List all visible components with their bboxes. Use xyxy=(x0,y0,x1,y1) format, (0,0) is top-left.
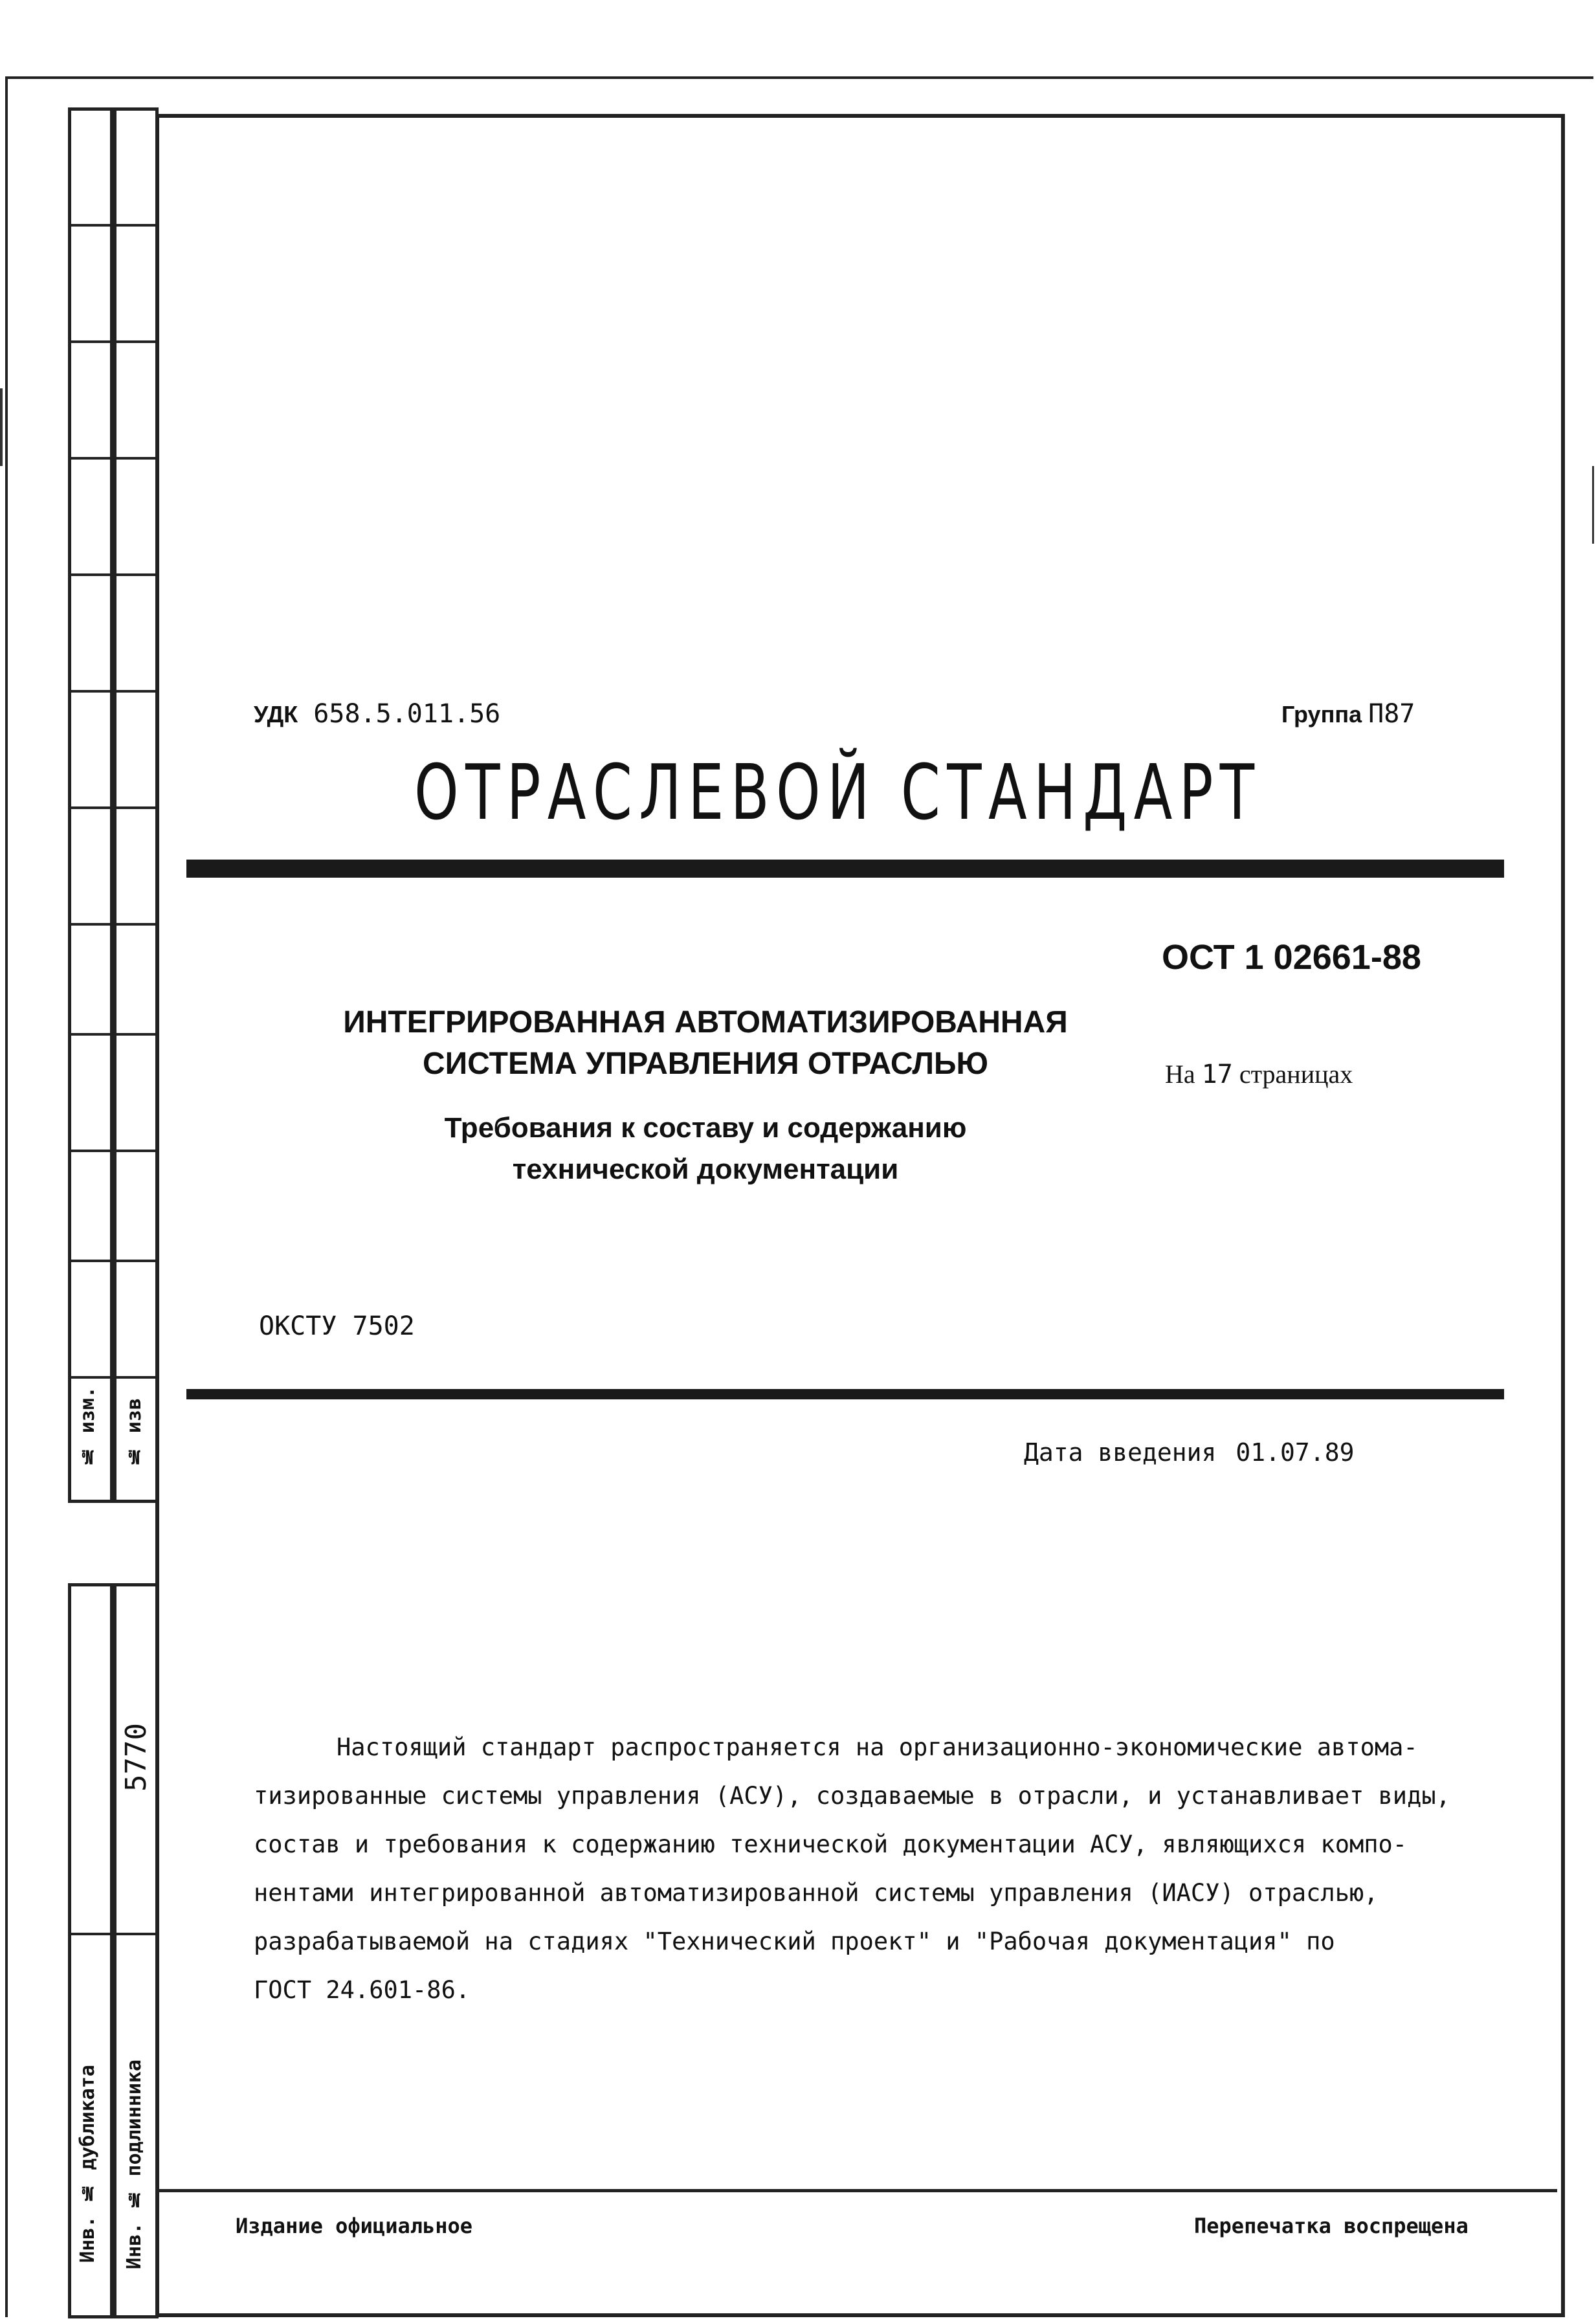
side-strip-column-1 xyxy=(68,107,113,1503)
change-number-label: № изм. xyxy=(76,1386,99,1468)
footer-rule xyxy=(159,2189,1557,2192)
subject-line-4: технической документации xyxy=(512,1153,899,1185)
title-rule xyxy=(186,860,1504,878)
strip-divider xyxy=(68,1376,159,1379)
scan-mark xyxy=(1592,466,1594,544)
body-line: тизированные системы управления (АСУ), создаваемые в отрасли, и устанавливает виды, xyxy=(254,1782,1450,1810)
scan-mark xyxy=(0,388,3,466)
side-strip-column-2 xyxy=(113,107,159,1503)
reprint-prohibited-note: Перепечатка воспрещена xyxy=(1194,2214,1469,2238)
okstu-code: ОКСТУ 7502 xyxy=(259,1311,415,1341)
page-count: На 17 страницах xyxy=(1165,1060,1353,1089)
udk-code: УДК 658.5.011.56 xyxy=(254,699,501,729)
strip-divider xyxy=(68,1150,159,1152)
strip-divider xyxy=(68,1933,159,1935)
introduction-date: Дата введения 01.07.89 xyxy=(1024,1438,1355,1467)
strip-divider xyxy=(68,1260,159,1262)
body-line: разрабатываемой на стадиях "Технический проект" и "Рабочая документация" по xyxy=(254,1928,1335,1955)
strip-divider xyxy=(68,1033,159,1036)
subject-line-1: ИНТЕГРИРОВАННАЯ АВТОМАТИЗИРОВАННАЯ xyxy=(343,1005,1068,1039)
strip-divider xyxy=(68,340,159,343)
duplicate-inventory-label: Инв. № дубликата xyxy=(76,2065,99,2263)
strip-divider xyxy=(68,690,159,693)
official-edition-note: Издание официальное xyxy=(236,2214,473,2238)
group-code: Группа П87 xyxy=(1281,699,1415,729)
notice-number-label: № изв xyxy=(123,1398,146,1468)
scope-paragraph xyxy=(254,1723,1522,2014)
strip-divider xyxy=(68,923,159,926)
body-line: Настоящий стандарт распространяется на организационно-экономические автома- xyxy=(337,1733,1418,1761)
strip-divider xyxy=(68,457,159,460)
body-line: ГОСТ 24.601-86. xyxy=(254,1976,471,2004)
body-line: состав и требования к содержанию технической документации АСУ, являющихся компо- xyxy=(254,1830,1408,1858)
strip-divider xyxy=(68,224,159,227)
subject-line-2: СИСТЕМА УПРАВЛЕНИЯ ОТРАСЛЬЮ xyxy=(422,1047,988,1081)
original-inventory-label: Инв. № подлинника xyxy=(123,2060,146,2269)
original-number: 5770 xyxy=(120,1723,153,1792)
strip-divider xyxy=(68,573,159,576)
subject-line-3: Требования к составу и содержанию xyxy=(444,1112,967,1144)
okstu-rule xyxy=(186,1389,1504,1399)
strip-divider xyxy=(68,806,159,809)
body-line: нентами интегрированной автоматизированной системы управления (ИАСУ) отраслью, xyxy=(254,1879,1379,1907)
document-title: ОТРАСЛЕВОЙ СТАНДАРТ xyxy=(414,748,1261,837)
standard-designation: ОСТ 1 02661-88 xyxy=(1162,938,1421,977)
